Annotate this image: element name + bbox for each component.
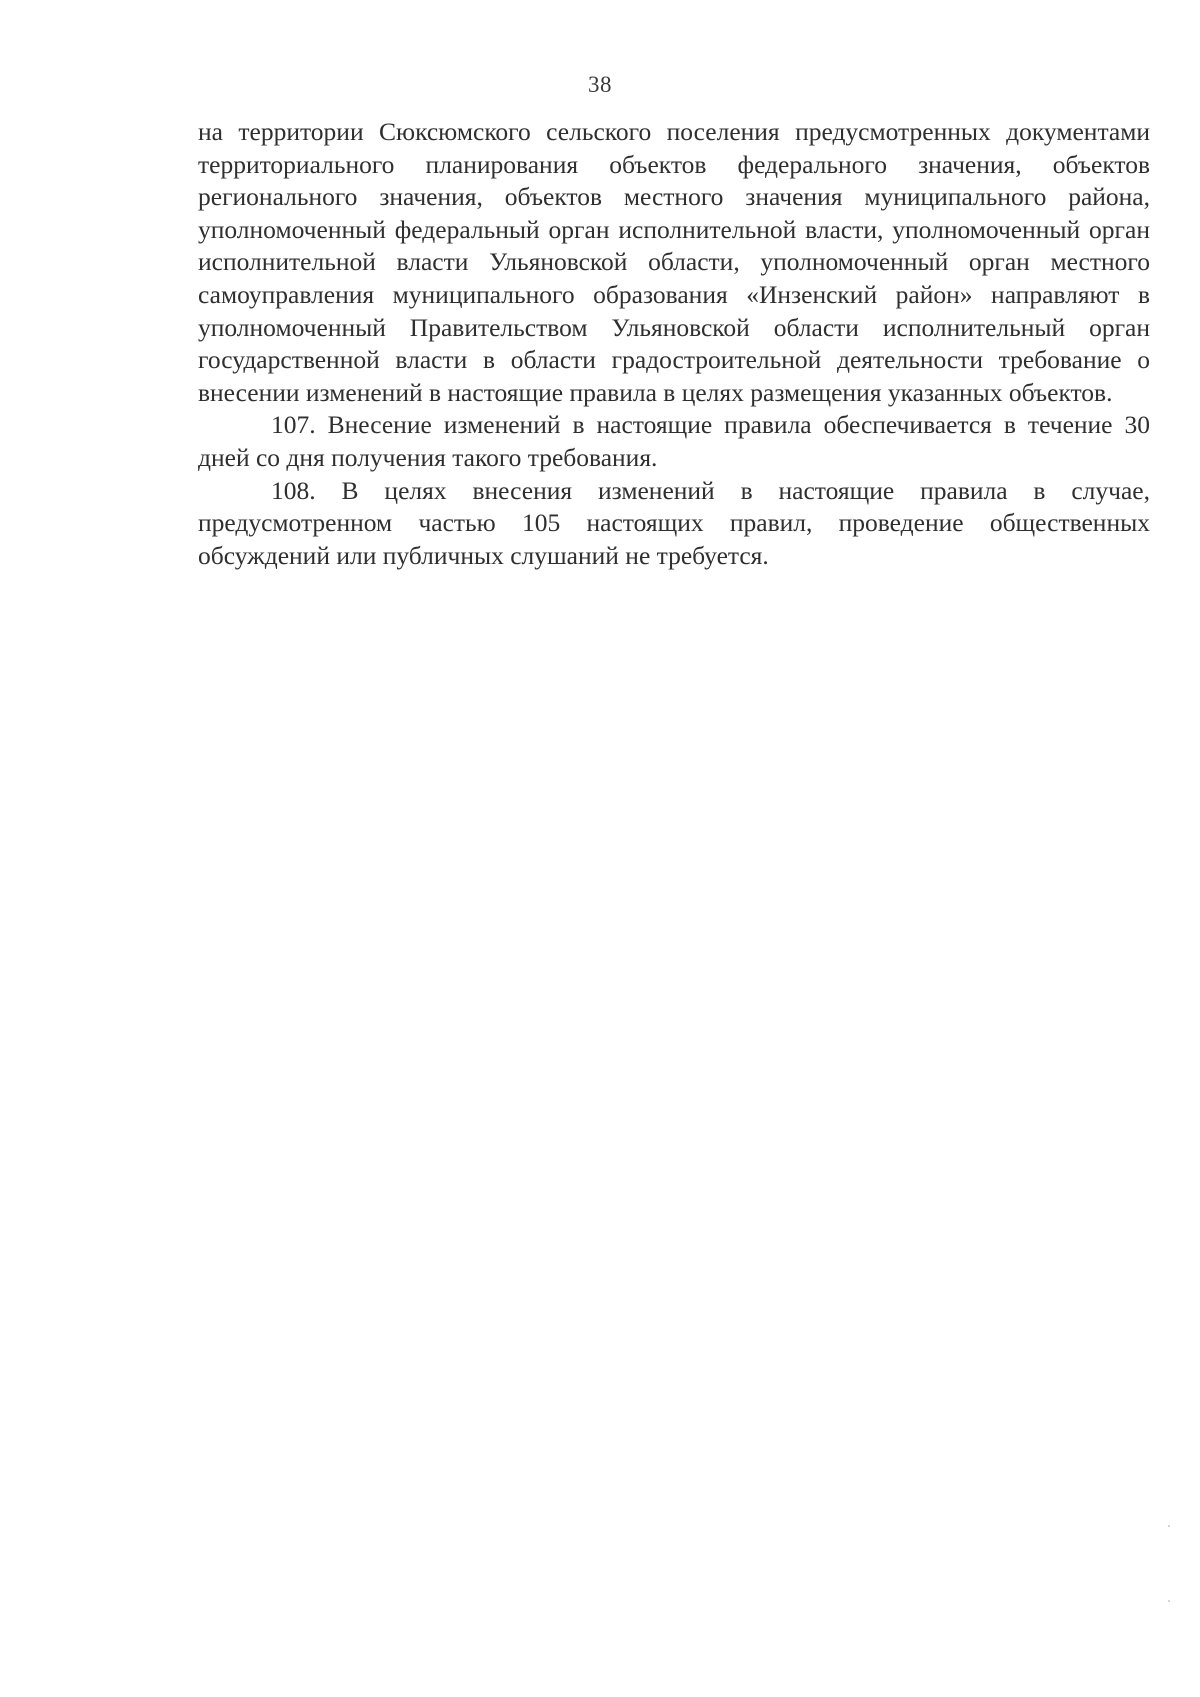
page-number: 38 <box>588 72 612 97</box>
scan-artifact <box>1168 1525 1170 1527</box>
scan-artifact <box>1168 1600 1170 1602</box>
paragraph-continuation: на территории Сюксюмского сельского поселения предусмотренных документами территориального планирования объектов федерального значения, объектов регионального значения, объектов местного значения муниципального района, уполномоченный федеральный орган исполнительной власти, уполномоченный орган исполнительной власти Ульяновской области, уполномоченный орган местного самоуправления муниципального образования «Инзенский район» направляют в уполномоченный Правительством Ульяновской области исполнительный орган государственной власти в области градостроительной деятельности требование о внесении изменений в настоящие правила в целях размещения указанных объектов. <box>198 117 1150 407</box>
paragraph-108: 108. В целях внесения изменений в настоящие правила в случае, предусмотренном частью 105 настоящих правил, проведение общественных обсуждений или публичных слушаний не требуется. <box>198 475 1150 570</box>
paragraph-107: 107. Внесение изменений в настоящие правила обеспечивается в течение 30 дней со дня получения такого требования. <box>198 410 1150 472</box>
document-body <box>198 116 1150 572</box>
